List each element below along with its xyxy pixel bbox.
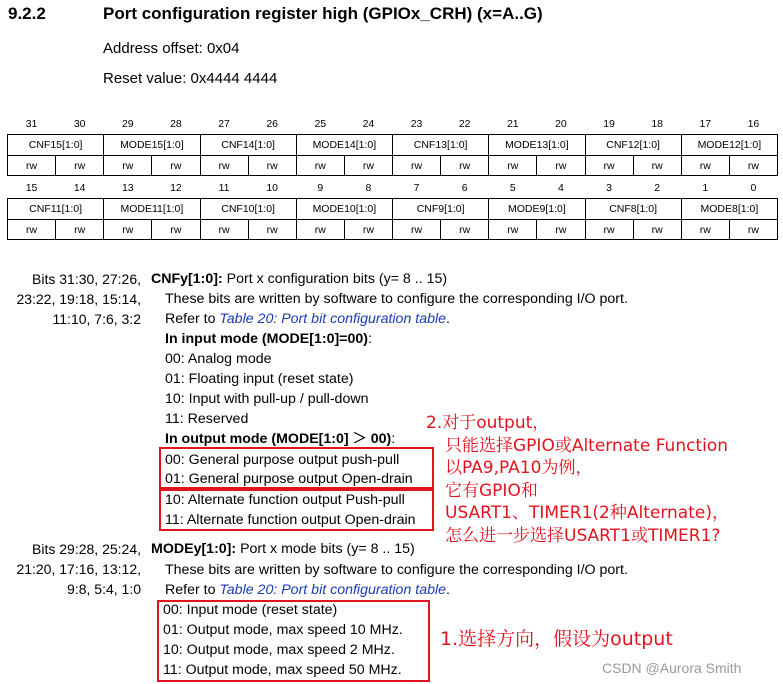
bit-number: 13	[121, 182, 134, 194]
bit-number: 23	[410, 118, 423, 130]
mode-table-link[interactable]: Table 20: Port bit configuration table	[219, 582, 447, 598]
access-type: rw	[537, 220, 585, 240]
output-mode-item: 10: Alternate function output Push-pull	[165, 492, 405, 508]
register-field: MODE13[1:0]	[489, 135, 585, 156]
alternate-function-highlight-box	[159, 489, 434, 531]
section-title: Port configuration register high (GPIOx_CRH) (x=A..G)	[103, 4, 543, 23]
access-type: rw	[8, 220, 56, 240]
bit-number: 5	[509, 182, 516, 194]
bit-number: 6	[461, 182, 468, 194]
access-type: rw	[633, 156, 681, 176]
bit-number: 18	[651, 118, 664, 130]
register-field: CNF10[1:0]	[200, 199, 296, 220]
register-field: MODE8[1:0]	[681, 199, 777, 220]
access-type: rw	[104, 156, 152, 176]
access-type: rw	[585, 156, 633, 176]
access-type: rw	[8, 156, 56, 176]
input-mode-heading	[165, 329, 372, 349]
mode-item: 00: Input mode (reset state)	[163, 602, 338, 618]
annotation-note-2	[426, 412, 729, 547]
register-field: CNF12[1:0]	[585, 135, 681, 156]
bit-number: 27	[218, 118, 230, 130]
access-type: rw	[152, 220, 200, 240]
bit-number: 30	[73, 118, 86, 130]
bit-number: 22	[458, 118, 471, 130]
bit-number: 12	[170, 182, 182, 194]
access-type: rw	[729, 220, 777, 240]
access-type: rw	[489, 220, 537, 240]
annotation-line: USART1、TIMER1(2种Alternate)，	[445, 503, 729, 523]
mode-item: 01: Output mode, max speed 10 MHz.	[163, 622, 403, 638]
watermark: CSDN @Aurora Smith	[602, 660, 742, 676]
mode-description: These bits are written by software to configure the corresponding I/O port.	[165, 562, 628, 578]
bit-number: 19	[603, 118, 615, 130]
access-type: rw	[56, 220, 104, 240]
access-type: rw	[344, 220, 392, 240]
reset-value: Reset value: 0x4444 4444	[103, 70, 278, 87]
bit-number: 9	[317, 182, 324, 194]
access-type: rw	[489, 156, 537, 176]
gpio-output-highlight-box	[159, 447, 434, 489]
input-mode-item: 11: Reserved	[165, 411, 249, 427]
mode-bits-line: 21:20, 17:16, 13:12,	[16, 561, 141, 577]
mode-title	[151, 539, 415, 559]
register-field: CNF11[1:0]	[8, 199, 104, 220]
input-mode-heading-text: In input mode (MODE[1:0]=00)	[165, 331, 368, 347]
section-number: 9.2.2	[8, 4, 46, 23]
cnf-refer	[165, 309, 450, 329]
register-field: MODE14[1:0]	[296, 135, 392, 156]
access-type: rw	[56, 156, 104, 176]
input-mode-item: 10: Input with pull-up / pull-down	[165, 391, 369, 407]
register-field: CNF13[1:0]	[393, 135, 489, 156]
bit-number: 3	[606, 182, 612, 194]
bit-number: 25	[314, 118, 327, 130]
register-field: MODE10[1:0]	[296, 199, 392, 220]
access-type: rw	[296, 156, 344, 176]
register-field: CNF14[1:0]	[200, 135, 296, 156]
bit-number: 1	[702, 182, 709, 194]
access-type: rw	[585, 220, 633, 240]
mode-refer-suffix: .	[446, 582, 450, 598]
bit-number: 24	[362, 118, 375, 130]
mode-bits-label	[16, 539, 141, 599]
cnf-table-link[interactable]: Table 20: Port bit configuration table	[219, 311, 447, 327]
bit-number: 16	[747, 118, 760, 130]
mode-item: 10: Output mode, max speed 2 MHz.	[163, 642, 395, 658]
register-field: CNF15[1:0]	[8, 135, 104, 156]
mode-refer	[165, 580, 450, 600]
bit-number: 15	[25, 182, 38, 194]
output-mode-heading-text: In output mode (MODE[1:0] ＞ 00)	[165, 431, 392, 447]
register-field: MODE9[1:0]	[489, 199, 585, 220]
access-type: rw	[633, 220, 681, 240]
cnf-bits-line: Bits 31:30, 27:26,	[32, 271, 141, 287]
mode-bits-line: 9:8, 5:4, 1:0	[67, 581, 141, 597]
access-row	[8, 156, 778, 176]
field-row	[8, 199, 778, 220]
access-type: rw	[152, 156, 200, 176]
cnf-title	[151, 269, 447, 289]
bit-number: 4	[558, 182, 564, 194]
output-mode-item: 01: General purpose output Open-drain	[165, 471, 413, 487]
access-type: rw	[104, 220, 152, 240]
bit-number: 17	[699, 118, 712, 130]
access-type: rw	[681, 220, 729, 240]
register-field: MODE12[1:0]	[681, 135, 777, 156]
bit-number: 14	[73, 182, 86, 194]
output-mode-heading	[165, 429, 395, 449]
access-type: rw	[393, 156, 441, 176]
output-mode-item: 11: Alternate function output Open-drain	[165, 512, 416, 528]
bit-number: 31	[25, 118, 38, 130]
input-mode-item: 01: Floating input (reset state)	[165, 371, 354, 387]
mode-bits-line: Bits 29:28, 25:24,	[32, 541, 141, 557]
access-type: rw	[200, 220, 248, 240]
access-type: rw	[681, 156, 729, 176]
annotation-line: 以PA9,PA10为例，	[445, 458, 593, 478]
annotation-line: 怎么进一步选择USART1或TIMER1?	[445, 525, 721, 546]
register-field: CNF9[1:0]	[393, 199, 489, 220]
cnf-name: CNFy[1:0]:	[151, 271, 223, 287]
output-mode-heading-colon: :	[391, 431, 396, 447]
register-table-lower	[7, 178, 778, 240]
cnf-description: These bits are written by software to configure the corresponding I/O port.	[165, 291, 628, 307]
cnf-bits-label	[16, 269, 141, 329]
bit-number: 0	[750, 182, 757, 194]
mode-item: 11: Output mode, max speed 50 MHz.	[163, 662, 402, 678]
address-offset: Address offset: 0x04	[103, 40, 240, 57]
register-table-upper	[7, 114, 778, 176]
cnf-refer-prefix: Refer to	[165, 311, 220, 327]
access-type: rw	[296, 220, 344, 240]
register-field: CNF8[1:0]	[585, 199, 681, 220]
mode-title-rest: Port x mode bits (y= 8 .. 15)	[236, 541, 415, 557]
register-field: MODE11[1:0]	[104, 199, 200, 220]
access-type: rw	[248, 220, 296, 240]
access-type: rw	[537, 156, 585, 176]
access-type: rw	[248, 156, 296, 176]
bit-number: 29	[121, 118, 134, 130]
bit-number-row	[8, 178, 778, 199]
bit-number: 11	[218, 182, 230, 194]
bit-number: 21	[506, 118, 519, 130]
bit-number: 26	[266, 118, 279, 130]
annotation-line: 只能选择GPIO或Alternate Function	[445, 435, 729, 456]
access-type: rw	[393, 220, 441, 240]
input-mode-heading-colon: :	[367, 331, 372, 347]
bit-number: 2	[654, 182, 661, 194]
access-type: rw	[344, 156, 392, 176]
mode-name: MODEy[1:0]:	[151, 541, 237, 557]
mode-refer-prefix: Refer to	[165, 582, 220, 598]
field-row	[8, 135, 778, 156]
access-type: rw	[200, 156, 248, 176]
bit-number: 10	[266, 182, 279, 194]
access-type: rw	[441, 156, 489, 176]
access-type: rw	[729, 156, 777, 176]
bit-number-row	[8, 114, 778, 135]
output-mode-item: 00: General purpose output push-pull	[165, 452, 400, 468]
access-row	[8, 220, 778, 240]
cnf-bits-line: 23:22, 19:18, 15:14,	[16, 291, 141, 307]
access-type: rw	[441, 220, 489, 240]
annotation-note-1: 1.选择方向，假设为output	[440, 628, 673, 650]
cnf-bits-line: 11:10, 7:6, 3:2	[52, 311, 141, 327]
bit-number: 8	[365, 182, 372, 194]
annotation-line: 2.对于output，	[426, 413, 550, 433]
bit-number: 20	[555, 118, 567, 130]
annotation-line: 它有GPIO和	[445, 480, 538, 501]
input-mode-item: 00: Analog mode	[165, 351, 272, 367]
register-field: MODE15[1:0]	[104, 135, 200, 156]
cnf-title-rest: Port x configuration bits (y= 8 .. 15)	[222, 271, 448, 287]
cnf-refer-suffix: .	[446, 311, 450, 327]
bit-number: 7	[413, 182, 420, 194]
bit-number: 28	[170, 118, 182, 130]
